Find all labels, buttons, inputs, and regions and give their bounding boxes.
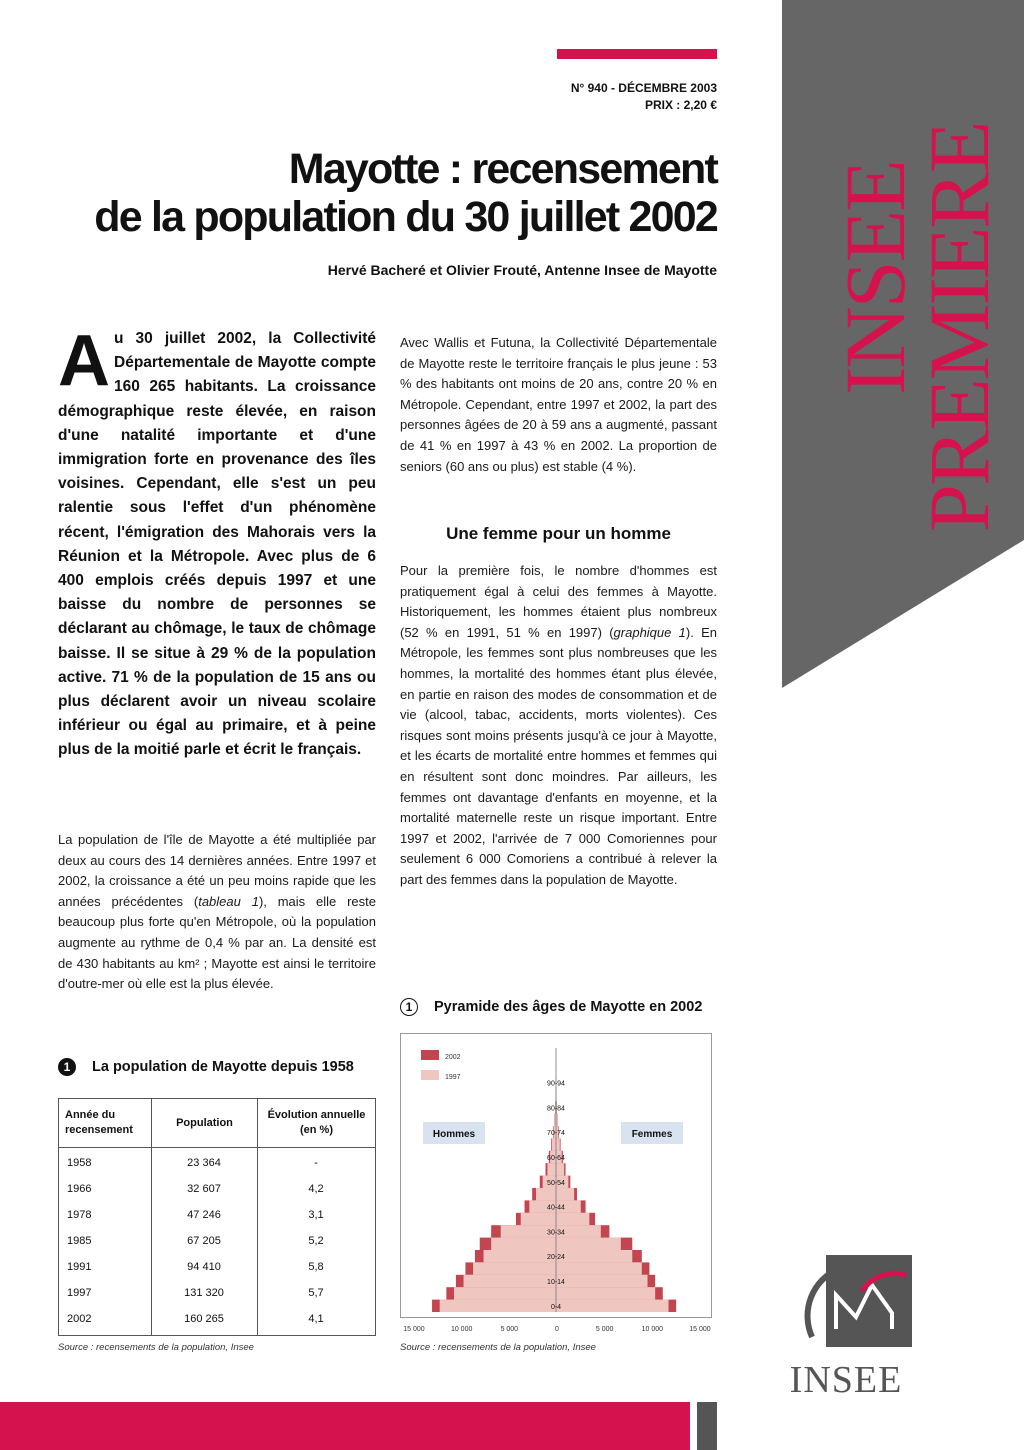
bar-men-1997-55-59 xyxy=(547,1163,556,1175)
chart-number-icon: 1 xyxy=(400,998,418,1016)
authors: Hervé Bacheré et Olivier Frouté, Antenne Insee de Mayotte xyxy=(327,262,717,278)
x-tick-label: 15 000 xyxy=(403,1326,425,1333)
bar-women-1997-0-4 xyxy=(556,1300,668,1312)
issue-number: N° 940 - DÉCEMBRE 2003 xyxy=(570,81,717,95)
cell-population: 94 410 xyxy=(187,1261,221,1273)
age-label-90-94: 90-94 xyxy=(547,1080,565,1088)
title-line-2: de la population du 30 juillet 2002 xyxy=(94,193,717,241)
bar-men-1997-0-4 xyxy=(440,1300,556,1312)
cell-population: 32 607 xyxy=(187,1183,221,1195)
cell-evolution: 4,2 xyxy=(308,1183,324,1195)
cell-year: 1966 xyxy=(67,1183,92,1195)
chart-reference: graphique 1 xyxy=(613,624,686,640)
brand-insee: INSEE xyxy=(827,161,923,395)
col2-text-b: ). En Métropole, les femmes sont plus nombreuses que les hommes, la mortalité des hommes étant plus élevée, en partie en raison des modes de consommation et de vie (alcool, tabac, accidents, morts violentes). Ces risques sont moins présents jusqu'à ce jour à Mayotte, et les écarts de mortalité entre hommes et femmes qui en résultent sont donc moindres. Par ailleurs, les femmes ont davantage d'enfants en moyenne, et la mortalité maternelle reste un risque important. Entre 1997 et 2002, l'arrivée de 7 000 Comoriennes pour seulement 6 000 Comoriens a contribué à relever la part des femmes dans la population de Mayotte. xyxy=(400,624,717,887)
insee-logo-word: INSEE xyxy=(789,1359,903,1401)
chart-title xyxy=(400,998,702,1016)
col2-text-a: Pour la première fois, le nombre d'hommes est pratiquement égal à celui des femmes à Mayotte. Historiquement, les hommes étaient plus nombreux (52 % en 1991, 51 % en 1997) ( xyxy=(400,563,717,640)
age-label-10-14: 10-14 xyxy=(547,1279,565,1286)
label-hommes: Hommes xyxy=(432,1129,476,1140)
bar-men-1997-25-29 xyxy=(491,1238,556,1250)
table-row xyxy=(59,1307,375,1333)
age-label-20-24: 20-24 xyxy=(547,1254,565,1262)
bar-women-1997-20-24 xyxy=(556,1250,632,1262)
table-reference: tableau 1 xyxy=(198,893,259,909)
col-header-population: Population xyxy=(151,1099,257,1147)
age-pyramid-svg xyxy=(401,1034,711,1317)
bar-women-1997-45-49 xyxy=(556,1188,574,1200)
chart-source: Source : recensements de la population, Insee xyxy=(400,1342,596,1353)
age-label-80-84: 80-84 xyxy=(547,1105,565,1113)
col-header-evolution: Évolution annuelle (en %) xyxy=(257,1099,375,1147)
x-tick-label: 5 000 xyxy=(595,1326,614,1333)
age-label-40-44: 40-44 xyxy=(547,1204,565,1212)
bar-women-1997-15-19 xyxy=(556,1262,642,1274)
brand-premiere: PREMIERE xyxy=(911,122,1007,532)
lead-paragraph xyxy=(58,321,376,763)
cell-year: 1978 xyxy=(67,1209,92,1221)
bar-women-1997-5-9 xyxy=(556,1287,655,1299)
bar-women-1997-10-14 xyxy=(556,1275,648,1287)
x-tick-label: 15 000 xyxy=(689,1326,711,1333)
cell-year: 2002 xyxy=(67,1313,92,1325)
pyramid-x-axis xyxy=(396,1322,718,1336)
col2-paragraph-1: Avec Wallis et Futuna, la Collectivité Départementale de Mayotte reste le territoire français le plus jeune : 53 % des habitants ont moins de 20 ans, contre 20 % en Métropole. Cependant, entre 1997 et 2002, la part des personnes âgées de 20 à 59 ans a augmenté, passant de 41 % en 1997 à 43 % en 2002. La proportion de seniors (60 ans ou plus) est stable (4 %). xyxy=(400,335,717,474)
age-label-60-64: 60-64 xyxy=(547,1155,565,1162)
x-tick-label: 5 000 xyxy=(500,1326,519,1333)
x-tick-label: 10 000 xyxy=(450,1326,473,1333)
age-label-0-4: 0-4 xyxy=(550,1303,562,1311)
cell-year: 1985 xyxy=(67,1235,92,1247)
footer-grey-bar xyxy=(697,1402,717,1450)
col2-paragraph-2 xyxy=(400,561,717,891)
issue-price: PRIX : 2,20 € xyxy=(644,98,717,112)
col1-paragraph xyxy=(58,830,376,995)
bar-men-1997-10-14 xyxy=(464,1275,556,1287)
table-row xyxy=(59,1281,375,1307)
age-pyramid-chart xyxy=(400,1033,712,1318)
chart-title-text: Pyramide des âges de Mayotte en 2002 xyxy=(434,998,703,1015)
cell-evolution: 3,1 xyxy=(308,1209,324,1221)
cell-population: 23 364 xyxy=(187,1157,221,1169)
cell-year: 1997 xyxy=(67,1287,92,1299)
x-tick-label: 10 000 xyxy=(641,1326,664,1333)
cell-year: 1991 xyxy=(67,1261,92,1273)
bar-men-1997-5-9 xyxy=(454,1287,556,1299)
table-row xyxy=(59,1203,375,1229)
age-label-30-34: 30-34 xyxy=(547,1229,565,1237)
table-number-icon: 1 xyxy=(58,1058,76,1076)
cell-population: 47 246 xyxy=(187,1209,221,1221)
cell-evolution: 5,2 xyxy=(308,1235,324,1247)
header-accent-bar xyxy=(557,49,717,59)
table-source: Source : recensements de la population, Insee xyxy=(58,1342,254,1353)
bar-women-1997-25-29 xyxy=(556,1238,621,1250)
table-row xyxy=(59,1177,375,1203)
table-title xyxy=(58,1058,354,1076)
col1-text-b: ), mais elle reste beaucoup plus forte qu'en Métropole, où la population augmente au rythme de 0,4 % par an. La densité est de 430 habitants au km² ; Mayotte est ainsi le territoire d'outre-mer où elle est la plus élevée. xyxy=(58,893,376,992)
col1-text-a: La population de l'île de Mayotte a été multipliée par deux au cours des 14 dernières années. Entre 1997 et 2002, la croissance a été un peu moins rapide que les années précédentes ( xyxy=(58,832,376,909)
issue-info xyxy=(571,80,717,114)
cell-evolution: 4,1 xyxy=(308,1313,324,1325)
bar-men-1997-20-24 xyxy=(484,1250,556,1262)
bar-men-1997-35-39 xyxy=(521,1213,556,1225)
title-line-1: Mayotte : recensement xyxy=(288,145,717,193)
cell-evolution: - xyxy=(314,1157,318,1169)
bar-women-1997-65-69 xyxy=(556,1138,560,1150)
bar-men-1997-15-19 xyxy=(473,1262,556,1274)
cell-population: 160 265 xyxy=(184,1313,224,1325)
page-title xyxy=(94,145,717,241)
label-femmes: Femmes xyxy=(631,1129,673,1140)
x-tick-label: 0 xyxy=(555,1326,559,1333)
bar-women-1997-35-39 xyxy=(556,1213,589,1225)
col-header-year: Année du recensement xyxy=(65,1109,133,1136)
footer-accent-bar xyxy=(0,1402,690,1450)
cell-evolution: 5,7 xyxy=(308,1287,324,1299)
table-title-text: La population de Mayotte depuis 1958 xyxy=(92,1058,354,1075)
cell-year: 1958 xyxy=(67,1157,92,1169)
legend-label-1997: 1997 xyxy=(445,1074,461,1081)
population-table xyxy=(58,1098,376,1336)
legend-swatch-2002 xyxy=(421,1050,439,1060)
bar-women-1997-55-59 xyxy=(556,1163,564,1175)
cell-population: 131 320 xyxy=(184,1287,224,1299)
table-row xyxy=(59,1151,375,1177)
legend-label-2002: 2002 xyxy=(445,1054,461,1061)
drop-cap: A xyxy=(58,321,110,401)
age-label-70-74: 70-74 xyxy=(547,1130,565,1138)
lead-text: u 30 juillet 2002, la Collectivité Départementale de Mayotte compte 160 265 habitants. La croissance démographique reste élevée, en raison d'une natalité importante et d'une immigration forte en provenance des îles voisines. Cependant, elle s'est un peu ralentie sous l'effet d'un phénomène récent, l'émigration des Mahorais vers la Réunion et la Métropole. Avec plus de 6 400 emplois créés depuis 1997 et une baisse du nombre de personnes se déclarant au chômage, le taux de chômage baisse. Il se situe à 29 % de la population active. 71 % de la population de 15 ans ou plus déclarent avoir un niveau scolaire inférieur ou égal au primaire, et à peine plus de la moitié parle et écrit le français. xyxy=(58,330,376,759)
legend-swatch-1997 xyxy=(421,1070,439,1080)
age-label-50-54: 50-54 xyxy=(547,1179,565,1187)
table-row xyxy=(59,1255,375,1281)
cell-population: 67 205 xyxy=(187,1235,221,1247)
bar-men-1997-65-69 xyxy=(552,1138,556,1150)
cell-evolution: 5,8 xyxy=(308,1261,324,1273)
table-row xyxy=(59,1229,375,1255)
section-heading: Une femme pour un homme xyxy=(446,524,671,543)
bar-men-1997-45-49 xyxy=(536,1188,556,1200)
table-header xyxy=(59,1099,375,1148)
